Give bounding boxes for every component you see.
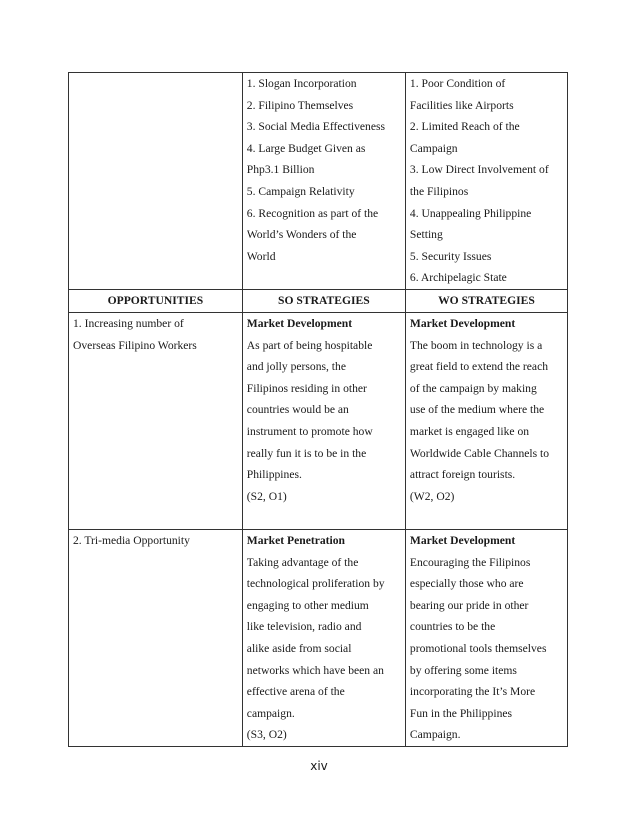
so-strategy-line: countries would be an [246,403,349,417]
header-so-strategies: SO STRATEGIES [242,289,405,312]
weakness-line: Setting [409,228,443,242]
table-row [69,312,568,529]
weakness-line: 5. Security Issues [409,249,492,263]
header-wo-strategies: WO STRATEGIES [405,289,567,312]
wo-strategy-line: The boom in technology is a [409,338,543,352]
so-strategy-line: engaging to other medium [246,598,369,612]
so-strategy-line: As part of being hospitable [246,338,373,352]
opportunity-cell [69,529,243,746]
table-row [69,529,568,746]
wo-strategy-title: Market Development [409,316,516,330]
so-strategy-line: (S3, O2) [246,728,287,742]
wo-strategy-line: market is engaged like on [409,424,530,438]
strength-line: 6. Recognition as part of the [246,206,379,220]
so-strategy-cell [242,529,405,746]
header-row [69,289,568,312]
weakness-line: 1. Poor Condition of [409,77,506,90]
weakness-line: 2. Limited Reach of the [409,120,520,134]
so-strategy-title: Market Penetration [246,533,345,547]
wo-strategy-line: bearing our pride in other [409,598,529,612]
so-strategy-title: Market Development [246,316,353,330]
strength-line: 4. Large Budget Given as [246,141,366,155]
weakness-line: 4. Unappealing Philippine [409,206,532,220]
so-strategy-line: and jolly persons, the [246,360,346,374]
wo-strategy-line: incorporating the It’s More [409,685,536,699]
wo-strategy-line: attract foreign tourists. [409,468,516,482]
opportunity-line: Overseas Filipino Workers [73,338,197,352]
so-strategy-line: Taking advantage of the [246,555,359,569]
wo-strategy-line: Fun in the Philippines [409,706,513,720]
wo-strategy-line: Worldwide Cable Channels to [409,446,550,460]
wo-strategy-cell [405,529,567,746]
so-strategy-line: campaign. [246,706,295,720]
wo-strategy-line: Campaign. [409,728,461,742]
opportunity-cell [69,312,243,529]
so-strategy-line: like television, radio and [246,620,362,634]
wo-strategy-cell [405,312,567,529]
wo-strategy-line: especially those who are [409,577,524,591]
strength-line: 3. Social Media Effectiveness [246,120,386,134]
so-strategy-line: Philippines. [246,468,302,482]
so-strategy-line: instrument to promote how [246,424,373,438]
weakness-line: the Filipinos [409,184,469,198]
weaknesses-cell [405,73,567,290]
strength-line: Php3.1 Billion [246,163,315,177]
strength-line: World [246,249,276,263]
wo-strategy-line: of the campaign by making [409,381,537,395]
page-number: xiv [310,759,328,773]
wo-strategy-line: by offering some items [409,663,517,677]
opportunity-line: 1. Increasing number of [73,316,184,330]
so-strategy-line: really fun it is to be in the [246,446,367,460]
so-strategy-line: networks which have been an [246,663,384,677]
so-strategy-line: effective arena of the [246,685,345,699]
strengths-weaknesses-row [69,73,568,290]
wo-strategy-title: Market Development [409,533,516,547]
so-strategy-line: alike aside from social [246,641,352,655]
strength-line: 1. Slogan Incorporation [246,77,357,90]
so-strategy-line: Filipinos residing in other [246,381,367,395]
wo-strategy-line: Encouraging the Filipinos [409,555,531,569]
wo-strategy-line: countries to be the [409,620,496,634]
strength-line: 5. Campaign Relativity [246,184,355,198]
swot-strategy-table [68,72,568,747]
wo-strategy-line: use of the medium where the [409,403,545,417]
empty-corner-cell [69,73,243,290]
weakness-line: Facilities like Airports [409,98,514,112]
wo-strategy-line: (W2, O2) [409,489,455,503]
strength-line: 2. Filipino Themselves [246,98,354,112]
so-strategy-line: (S2, O1) [246,489,287,503]
weakness-line: Campaign [409,141,458,155]
so-strategy-line: technological proliferation by [246,577,385,591]
so-strategy-cell [242,312,405,529]
strength-line: World’s Wonders of the [246,228,357,242]
opportunity-line: 2. Tri-media Opportunity [73,533,190,547]
weakness-line: 6. Archipelagic State [409,271,507,285]
strengths-cell [242,73,405,290]
wo-strategy-line: great field to extend the reach [409,360,549,374]
weakness-line: 3. Low Direct Involvement of [409,163,549,177]
wo-strategy-line: promotional tools themselves [409,641,547,655]
header-opportunities: OPPORTUNITIES [69,289,243,312]
